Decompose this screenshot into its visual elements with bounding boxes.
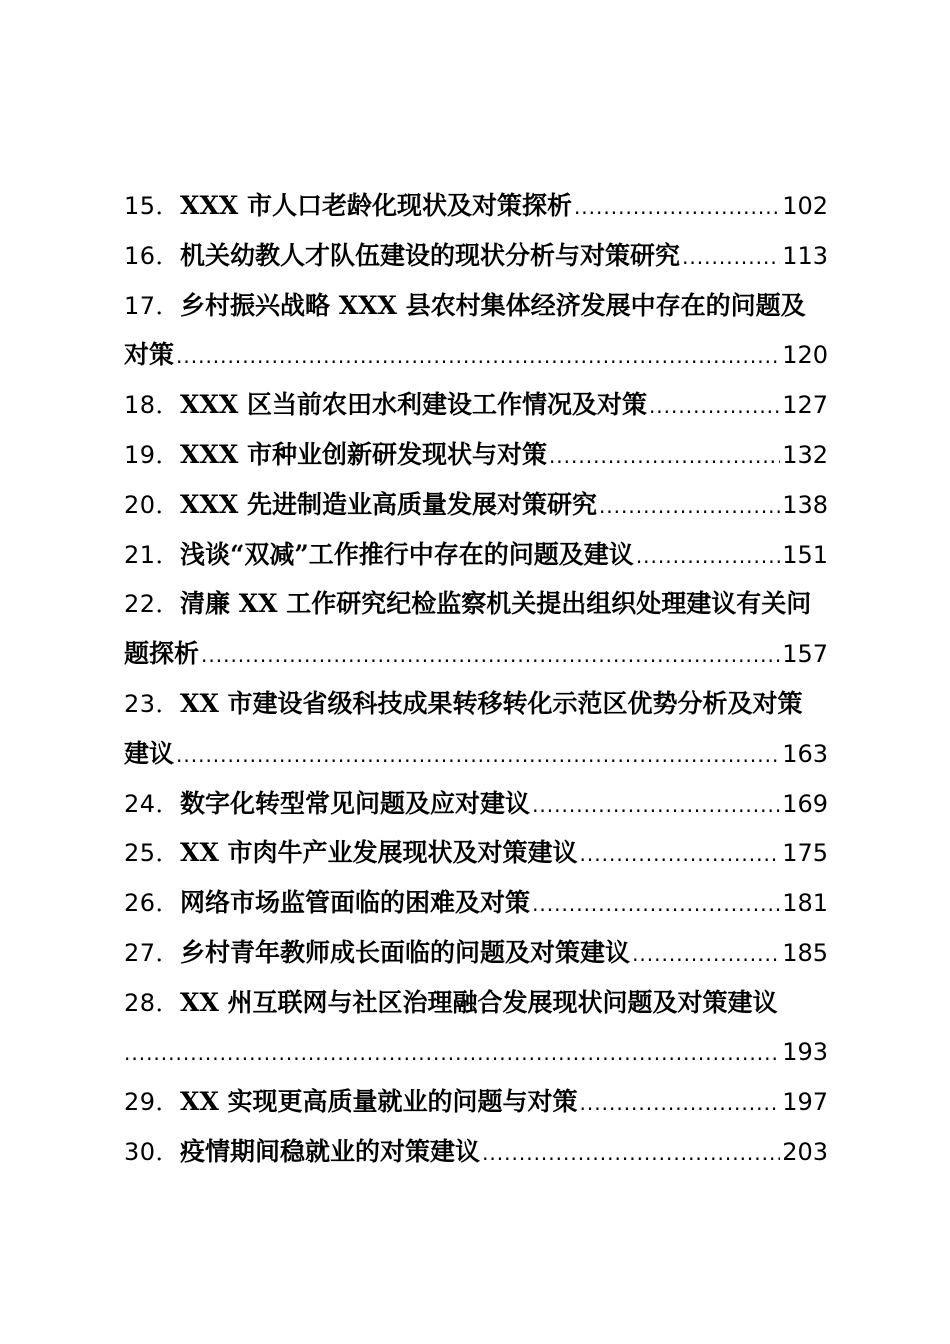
entry-page-number: 151 <box>782 540 828 569</box>
entry-title: XX 实现更高质量就业的问题与对策 <box>180 1087 578 1117</box>
entry-title: 清廉 XX 工作研究纪检监察机关提出组织处理建议有关问 <box>180 589 812 619</box>
toc-entry-27[interactable] <box>124 928 828 978</box>
entry-number: 18． <box>124 391 181 420</box>
dot-leader <box>124 1029 780 1078</box>
entry-title: 网络市场监管面临的困难及对策 <box>180 888 531 918</box>
entry-title: 乡村青年教师成长面临的问题及对策建议 <box>180 937 631 967</box>
toc-entry-24[interactable] <box>124 779 828 829</box>
entry-title: XX 市建设省级科技成果转移转化示范区优势分析及对策 <box>180 688 803 718</box>
entry-number: 30． <box>124 1138 181 1167</box>
entry-number: 27． <box>124 938 181 967</box>
table-of-contents <box>124 181 828 1177</box>
entry-number: 25． <box>124 839 181 868</box>
entry-page-number: 127 <box>782 391 828 420</box>
entry-title: XXX 区当前农田水利建设工作情况及对策 <box>180 390 647 420</box>
entry-number: 22． <box>124 590 181 619</box>
dot-leader <box>201 631 780 679</box>
toc-entry-20[interactable] <box>124 480 828 530</box>
entry-title: 疫情期间稳就业的对策建议 <box>180 1137 481 1167</box>
dot-leader <box>636 532 780 580</box>
toc-entry-16[interactable] <box>124 231 828 281</box>
entry-title: 机关幼教人才队伍建设的现状分析与对策研究 <box>180 240 681 270</box>
entry-page-number: 185 <box>782 938 828 967</box>
entry-number: 29． <box>124 1088 181 1117</box>
entry-page-number: 193 <box>782 1037 828 1066</box>
toc-entry-21[interactable] <box>124 530 828 580</box>
entry-title: 浅谈“双减”工作推行中存在的问题及建议 <box>180 539 634 569</box>
entry-number: 24． <box>124 789 181 818</box>
dot-leader <box>580 1079 781 1127</box>
entry-page-number: 157 <box>782 640 828 669</box>
entry-page-number: 163 <box>782 739 828 768</box>
entry-page-number: 132 <box>782 440 828 469</box>
dot-leader <box>574 183 780 231</box>
entry-number: 21． <box>124 540 181 569</box>
entry-number: 26． <box>124 889 181 918</box>
entry-number: 20． <box>124 490 181 519</box>
entry-page-number: 102 <box>782 192 828 220</box>
toc-entry-22[interactable] <box>124 579 828 679</box>
entry-number: 19． <box>124 440 181 469</box>
dot-leader <box>599 482 780 530</box>
entry-page-number: 203 <box>782 1138 828 1167</box>
dot-leader <box>532 781 780 829</box>
entry-title: XXX 市种业创新研发现状与对策 <box>180 439 547 469</box>
dot-leader <box>649 382 780 430</box>
toc-entry-15[interactable] <box>124 181 828 231</box>
dot-leader <box>549 432 780 480</box>
dot-leader <box>482 1129 780 1177</box>
entry-page-number: 138 <box>782 490 828 519</box>
entry-title: 数字化转型常见问题及应对建议 <box>180 788 531 818</box>
dot-leader <box>632 930 780 978</box>
toc-entry-17[interactable] <box>124 281 828 381</box>
entry-title-continuation: 题探析 <box>124 639 200 669</box>
entry-page-number: 120 <box>782 341 828 370</box>
entry-number: 16． <box>124 241 181 270</box>
entry-page-number: 197 <box>782 1088 828 1117</box>
entry-title: XX 市肉牛产业发展现状及对策建议 <box>180 838 578 868</box>
toc-entry-18[interactable] <box>124 380 828 430</box>
entry-number: 28． <box>124 988 181 1017</box>
entry-page-number: 113 <box>782 241 828 270</box>
dot-leader <box>176 332 780 380</box>
dot-leader <box>176 731 780 779</box>
toc-entry-26[interactable] <box>124 878 828 928</box>
entry-page-number: 175 <box>782 839 828 868</box>
toc-entry-25[interactable] <box>124 828 828 878</box>
toc-entry-23[interactable] <box>124 679 828 779</box>
entry-title: XXX 市人口老龄化现状及对策探析 <box>180 191 572 220</box>
entry-number: 15． <box>124 192 181 220</box>
dot-leader <box>532 880 780 928</box>
dot-leader <box>682 233 780 281</box>
entry-page-number: 181 <box>782 889 828 918</box>
toc-entry-28[interactable] <box>124 978 828 1078</box>
toc-entry-30[interactable] <box>124 1127 828 1177</box>
entry-title: XXX 先进制造业高质量发展对策研究 <box>180 489 597 519</box>
entry-title: XX 州互联网与社区治理融合发展现状问题及对策建议 <box>180 987 778 1017</box>
entry-number: 17． <box>124 291 181 320</box>
toc-entry-19[interactable] <box>124 430 828 480</box>
entry-title-continuation: 建议 <box>124 738 175 768</box>
toc-entry-29[interactable] <box>124 1077 828 1127</box>
entry-number: 23． <box>124 689 181 718</box>
entry-title: 乡村振兴战略 XXX 县农村集体经济发展中存在的问题及 <box>180 290 806 320</box>
dot-leader <box>580 830 781 878</box>
entry-title-continuation: 对策 <box>124 340 175 370</box>
entry-page-number: 169 <box>782 789 828 818</box>
